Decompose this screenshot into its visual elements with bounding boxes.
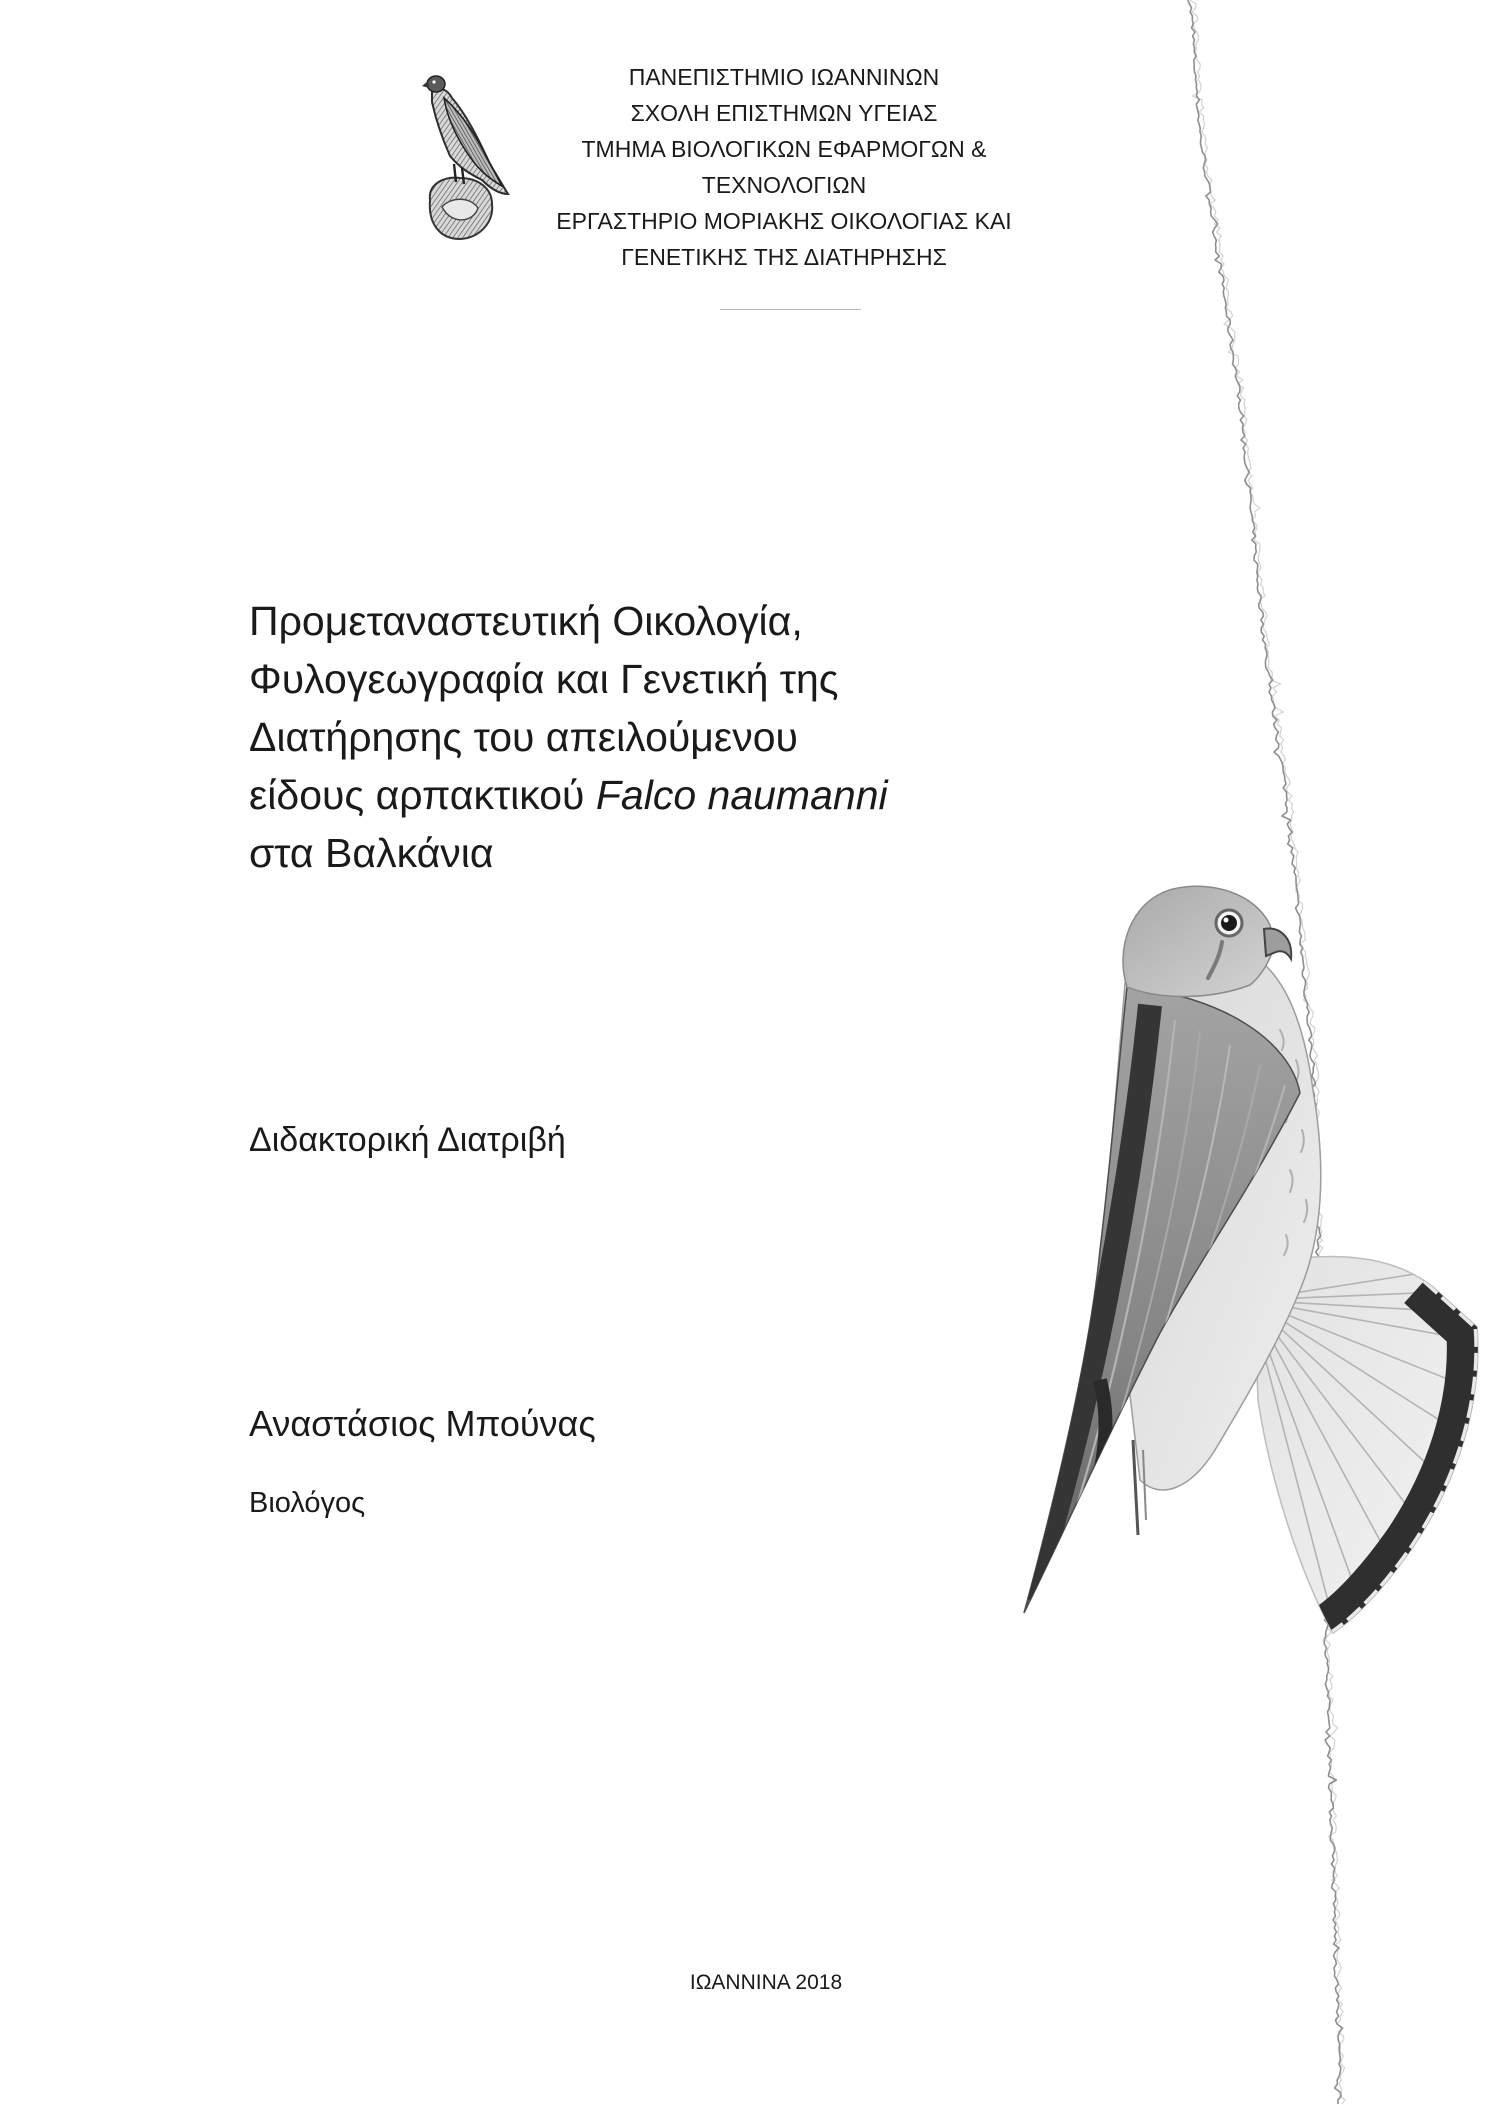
- kestrel-body: [1107, 949, 1321, 1490]
- torn-edge-decoration: [1188, 0, 1342, 2104]
- laboratory-name-line1: ΕΡΓΑΣΤΗΡΙΟ ΜΟΡΙΑΚΗΣ ΟΙΚΟΛΟΓΙΑΣ ΚΑΙ: [556, 208, 1012, 234]
- title-line: [249, 766, 888, 824]
- kestrel-tail: [1250, 1257, 1480, 1633]
- author-profession: Βιολόγος: [249, 1487, 366, 1519]
- torn-edge-fibers: [1190, 0, 1345, 2104]
- title-line: Φυλογεωγραφία και Γενετική της: [249, 656, 839, 702]
- university-name: ΠΑΝΕΠΙΣΤΗΜΙΟ ΙΩΑΝΝΙΝΩΝ: [628, 64, 940, 90]
- kestrel-illustration: [1024, 886, 1480, 1633]
- title-line: στα Βαλκάνια: [249, 830, 494, 876]
- thesis-title: [249, 592, 888, 882]
- kestrel-head: [1123, 886, 1291, 996]
- place-and-year: ΙΩΑΝΝΙΝΑ 2018: [689, 1971, 843, 1994]
- department-name-line1: ΤΜΗΜΑ ΒΙΟΛΟΓΙΚΩΝ ΕΦΑΡΜΟΓΩΝ &: [581, 136, 987, 162]
- institution-header: [474, 59, 1094, 275]
- kestrel-beak: [1264, 929, 1291, 959]
- species-name: Falco naumanni: [595, 772, 888, 818]
- department-name-line2: ΤΕΧΝΟΛΟΓΙΩΝ: [701, 172, 867, 198]
- title-line: Διατήρησης του απειλούμενου: [249, 714, 798, 760]
- title-line: Προμεταναστευτική Οικολογία,: [249, 598, 803, 644]
- kestrel-eye: [1216, 910, 1242, 936]
- thesis-type: Διδακτορική Διατριβή: [249, 1121, 566, 1159]
- kestrel-wing: [1024, 987, 1300, 1613]
- author-name: Αναστάσιος Μπούνας: [249, 1403, 596, 1444]
- header-divider: [720, 309, 861, 310]
- school-name: ΣΧΟΛΗ ΕΠΙΣΤΗΜΩΝ ΥΓΕΙΑΣ: [630, 100, 938, 126]
- laboratory-name-line2: ΓΕΝΕΤΙΚΗΣ ΤΗΣ ΔΙΑΤΗΡΗΣΗΣ: [621, 244, 947, 270]
- title-line-text: είδους αρπακτικού: [249, 772, 585, 818]
